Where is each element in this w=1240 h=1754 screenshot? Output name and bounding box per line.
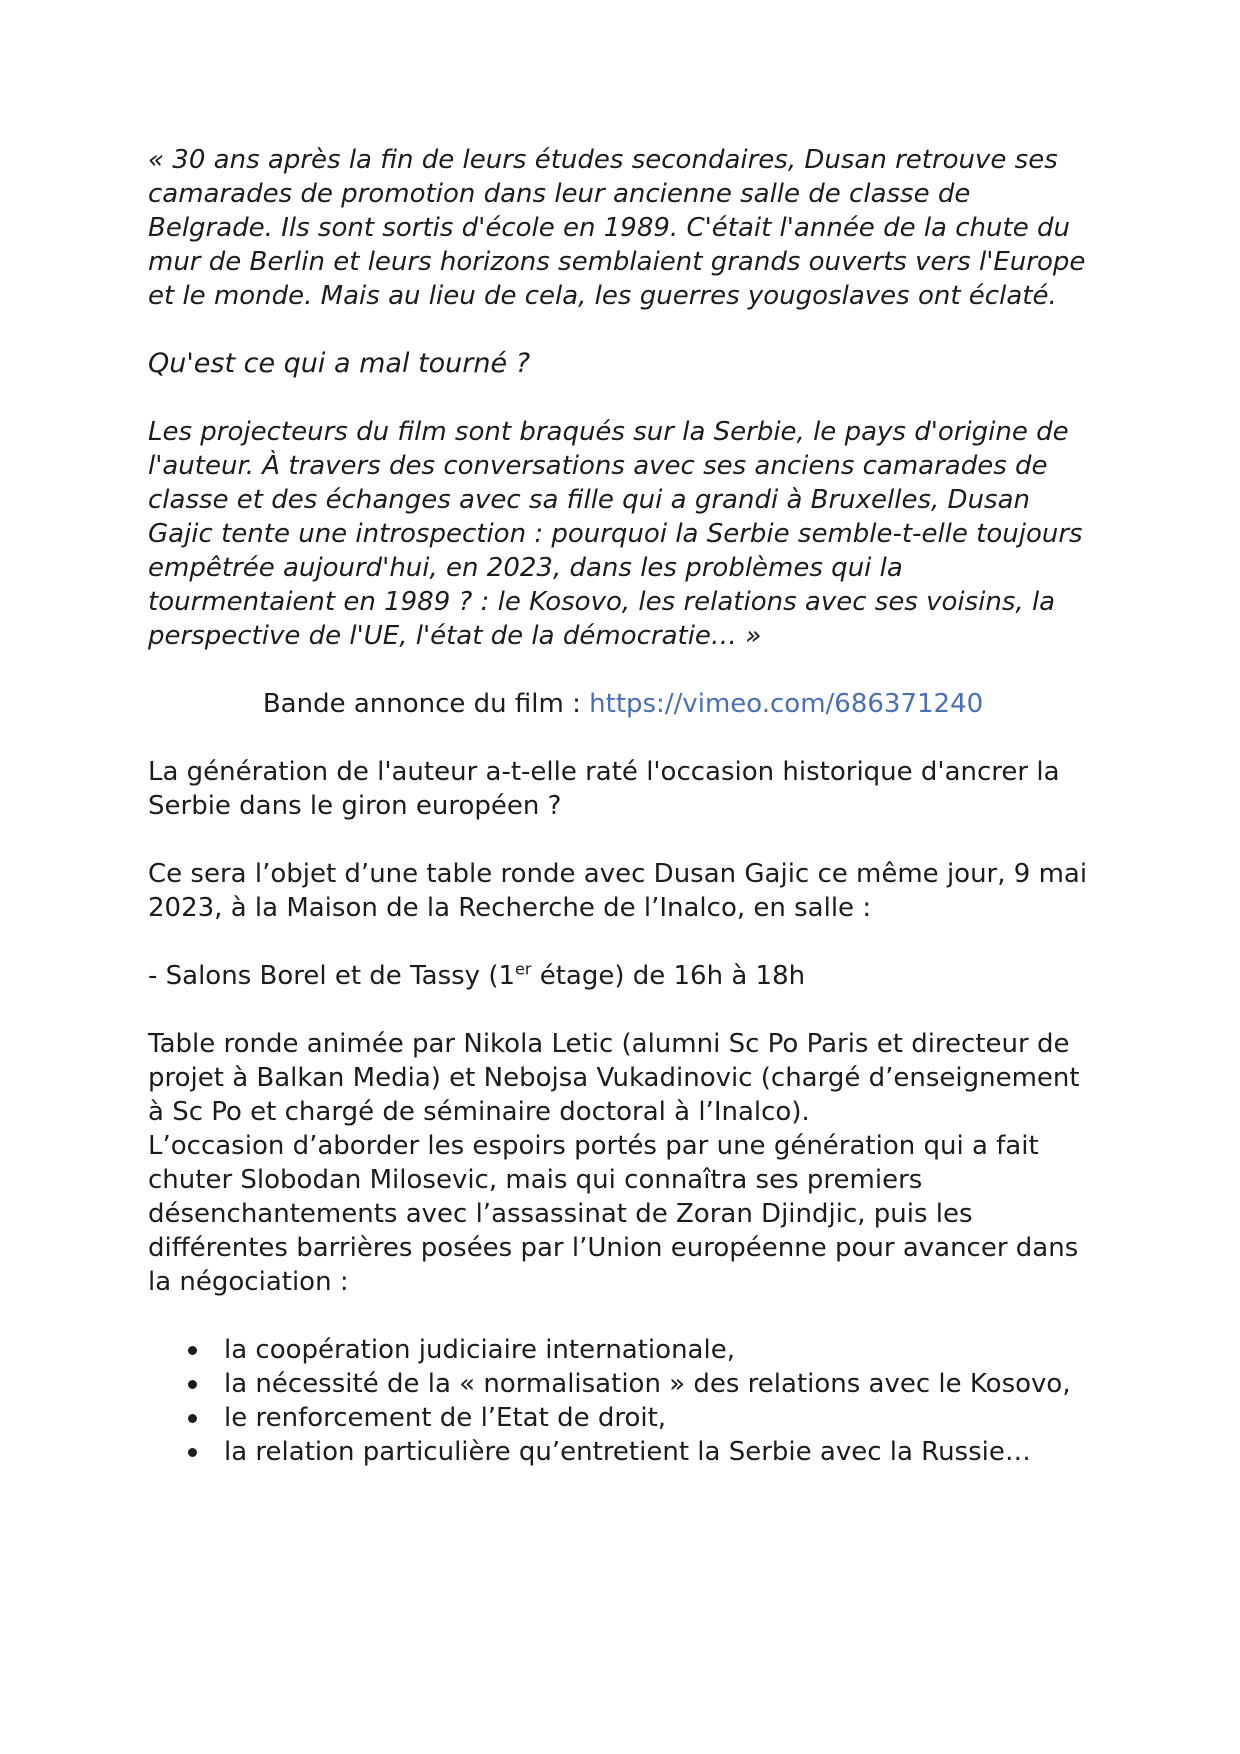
list-item-text: la coopération judiciaire internationale, [224,1335,735,1365]
moderators-paragraph: Table ronde animée par Nikola Letic (alumni Sc Po Paris et directeur de projet à Balkan Media) et Nebojsa Vukadinovic (chargé d’enseignement à Sc Po et chargé de séminaire doctoral à l’Inalco). [148,1029,1080,1127]
occasion-paragraph: L’occasion d’aborder les espoirs portés par une génération qui a fait chuter Slobodan Milosevic, mais qui connaîtra ses premiers désenchantements avec l’assassinat de Zoran Djindjic, puis les différentes barrières posées par l’Union européenne pour avancer dans la négociation : [148,1131,1079,1297]
bullet-dot-icon [188,1346,197,1355]
bullet-dot-icon [188,1448,197,1457]
room-line [148,959,1098,993]
document-page [148,143,1098,1469]
list-item [224,1367,1098,1401]
intro-paragraph: « 30 ans après la fin de leurs études secondaires, Dusan retrouve ses camarades de promotion dans leur ancienne salle de classe de Belgrade. Ils sont sortis d'école en 1989. C'était l'année de la chute du mur de Berlin et leurs horizons semblaient grands ouverts vers l'Europe et le monde. Mais au lieu de cela, les guerres yougoslaves ont éclaté. [148,145,1086,311]
trailer-label: Bande annonce du film : [262,689,590,719]
list-item-text: la nécessité de la « normalisation » des relations avec le Kosovo, [224,1369,1071,1399]
intro-paragraph-2: Les projecteurs du film sont braqués sur la Serbie, le pays d'origine de l'auteur. À travers des conversations avec ses anciens camarades de classe et des échanges avec sa fille qui a grandi à Bruxelles, Dusan Gajic tente une introspection : pourquoi la Serbie semble-t-elle toujours empêtrée aujourd'hui, en 2023, dans les problèmes qui la tourmentaient en 1989 ? : le Kosovo, les relations avec ses voisins, la perspective de l'UE, l'état de la démocratie… » [148,417,1083,651]
list-item-text: le renforcement de l’Etat de droit, [224,1403,667,1433]
bullet-dot-icon [188,1380,197,1389]
trailer-link[interactable]: https://vimeo.com/686371240 [589,689,984,719]
list-item [224,1333,1098,1367]
list-item-text: la relation particulière qu’entretient la Serbie avec la Russie… [224,1437,1031,1467]
list-item [224,1401,1098,1435]
room-suffix: étage) de 16h à 18h [531,961,806,991]
trailer-line [148,687,1098,721]
room-superscript: er [515,959,532,979]
section-heading: La génération de l'auteur a-t-elle raté l'occasion historique d'ancrer la Serbie dans le giron européen ? [148,757,1060,821]
topics-list [148,1333,1098,1469]
room-prefix: - Salons Borel et de Tassy (1 [148,961,516,991]
event-paragraph: Ce sera l’objet d’une table ronde avec Dusan Gajic ce même jour, 9 mai 2023, à la Maison de la Recherche de l’Inalco, en salle : [148,859,1088,923]
bullet-dot-icon [188,1414,197,1423]
intro-question: Qu'est ce qui a mal tourné ? [148,348,531,379]
list-item [224,1435,1098,1469]
